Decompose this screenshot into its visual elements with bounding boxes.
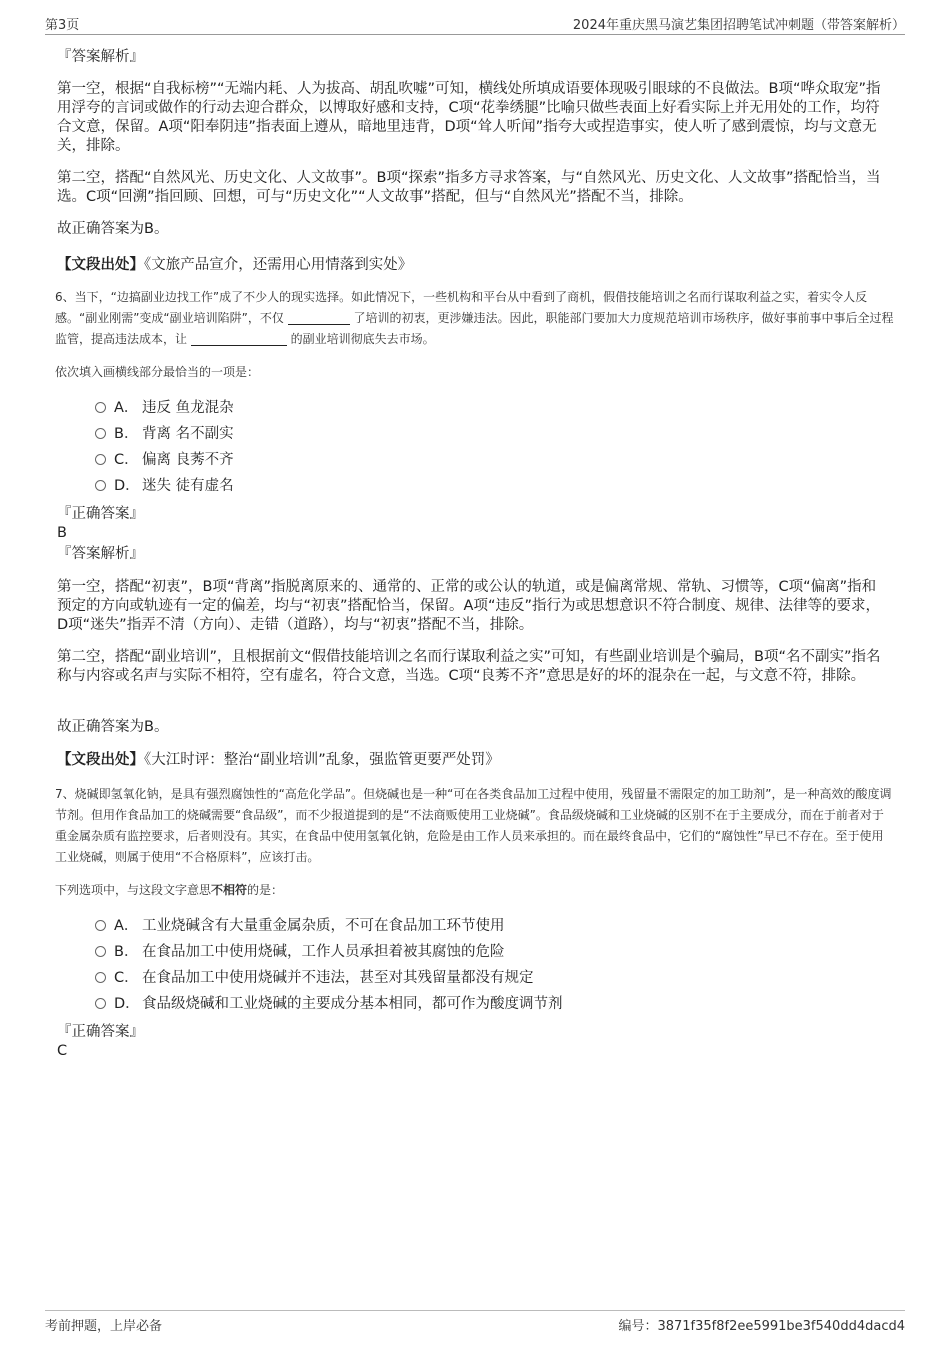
q7-prompt: 下列选项中，与这段文字意思不相符的是：: [55, 883, 284, 897]
q6-text-a: 6、当下，“边搞副业边找工作”成了不少人的现实选择。如此情况下，一些机构和平台从中看到了商机，假借技能培训之名而行谋取利益之实，着实令人反感。“副业刚需”变成“副业培训陷阱”，不仅: [55, 290, 868, 325]
q7-option-b[interactable]: B． 在食品加工中使用烧碱，工作人员承担着被其腐蚀的危险: [95, 942, 505, 962]
q6-blank-2: [191, 332, 287, 346]
page-header: [45, 14, 905, 35]
q6-analysis-p2: 第二空，搭配“副业培训”，且根据前文“假借技能培训之名而行谋取利益之实”可知，有些副业培训是个骗局，B项“名不副实”指名称与内容或名声与实际不相符，空有虚名，符合文意，当选。C项“良莠不齐”意思是好的坏的混杂在一起，与文意不符，排除。: [57, 649, 881, 684]
q6-text-b: 了培训的初衷，更涉嫌违法。因此，职能部门要加大力度规范培训市场秩序，做好事前事中事后全过程监管，提高违法成本，让: [55, 311, 894, 346]
q7-answer: C: [57, 1043, 68, 1059]
radio-icon[interactable]: [95, 946, 106, 957]
q6-answer-label: 『正确答案』: [57, 506, 144, 522]
document-id: 编号：3871f35f8f2ee5991be3f540dd4dacd4: [618, 1319, 905, 1334]
q6-stem: [55, 287, 895, 350]
q6-text-c: 的副业培训彻底失去市场。: [290, 332, 435, 346]
q6-analysis-label: 『答案解析』: [57, 546, 144, 562]
q5-analysis-p1: 第一空，根据“自我标榜”“无端内耗、人为拔高、胡乱吹嘘”可知，横线处所填成语要体现吸引眼球的不良做法。B项“哗众取宠”指用浮夸的言词或做作的行动去迎合群众，以博取好感和支持，C项“花拳绣腿”比喻只做些表面上好看实际上并无用处的工作，均符合文意，保留。A项“阳奉阴违”指表面上遵从，暗地里违背，D项“耸人听闻”指夸大或捏造事实，使人听了感到震惊，均与文意无关，排除。: [57, 81, 881, 154]
q5-source-title: 《文旅产品宣介，还需用心用情落到实处》: [144, 257, 413, 273]
radio-icon[interactable]: [95, 454, 106, 465]
q6-blank-1: [288, 311, 350, 325]
q5-source: [57, 256, 890, 275]
q5-analysis-p2: 第二空，搭配“自然风光、历史文化、人文故事”。B项“探索”指多方寻求答案，与“自然风光、历史文化、人文故事”搭配恰当，当选。C项“回溯”指回顾、回想，可与“历史文化”“人文故事”搭配，但与“自然风光”搭配不当，排除。: [57, 170, 881, 205]
q6-option-a[interactable]: A． 违反 鱼龙混杂: [95, 398, 234, 418]
radio-icon[interactable]: [95, 402, 106, 413]
footer-slogan: 考前押题，上岸必备: [45, 1319, 163, 1334]
q6-source: [57, 751, 890, 770]
q7-option-d[interactable]: D． 食品级烧碱和工业烧碱的主要成分基本相同，都可作为酸度调节剂: [95, 994, 563, 1014]
page-number: 第3页: [45, 18, 80, 33]
radio-icon[interactable]: [95, 428, 106, 439]
q6-option-b[interactable]: B． 背离 名不副实: [95, 424, 234, 444]
q6-source-label: 【文段出处】: [57, 752, 144, 768]
radio-icon[interactable]: [95, 480, 106, 491]
q7-option-a[interactable]: A． 工业烧碱含有大量重金属杂质，不可在食品加工环节使用: [95, 916, 505, 936]
q6-analysis-p1: 第一空，搭配“初衷”，B项“背离”指脱离原来的、通常的、正常的或公认的轨道，或是偏离常规、常轨、习惯等，C项“偏离”指和预定的方向或轨迹有一定的偏差，均与“初衷”搭配恰当，保留。A项“违反”指行为或思想意识不符合制度、规律、法律等的要求，D项“迷失”指弄不清（方向）、走错（道路），均与“初衷”搭配不当，排除。: [57, 579, 880, 633]
document-title: 2024年重庆黑马演艺集团招聘笔试冲刺题（带答案解析）: [572, 18, 905, 33]
q5-conclusion: 故正确答案为B。: [57, 221, 169, 237]
q5-analysis-label: 『答案解析』: [57, 49, 144, 65]
radio-icon[interactable]: [95, 972, 106, 983]
q6-option-c[interactable]: C． 偏离 良莠不齐: [95, 450, 234, 470]
q7-stem: 7、烧碱即氢氧化钠，是具有强烈腐蚀性的“高危化学品”。但烧碱也是一种“可在各类食品加工过程中使用，残留量不需限定的加工助剂”，是一种高效的酸度调节剂。但用作食品加工的烧碱需要“食品级”，而不少报道提到的是“不法商贩使用工业烧碱”。食品级烧碱和工业烧碱的区别不在于主要成分，而在于前者对于重金属杂质有监控要求，后者则没有。其实，在食品中使用氢氧化钠，危险是由工作人员来承担的。而在最终食品中，它们的“腐蚀性”早已不存在。至于使用工业烧碱，则属于使用“不合格原料”，应该打击。: [55, 787, 892, 864]
q7-option-c[interactable]: C． 在食品加工中使用烧碱并不违法，甚至对其残留量都没有规定: [95, 968, 534, 988]
q7-answer-label: 『正确答案』: [57, 1024, 144, 1040]
radio-icon[interactable]: [95, 920, 106, 931]
q5-source-label: 【文段出处】: [57, 257, 144, 273]
q6-answer: B: [57, 525, 67, 541]
q6-conclusion: 故正确答案为B。: [57, 719, 169, 735]
page-footer: [45, 1310, 905, 1334]
radio-icon[interactable]: [95, 998, 106, 1009]
q6-option-d[interactable]: D． 迷失 徒有虚名: [95, 476, 234, 496]
q6-prompt: 依次填入画横线部分最恰当的一项是：: [55, 365, 260, 379]
q6-source-title: 《大江时评：整治“副业培训”乱象，强监管更要严处罚》: [144, 752, 500, 768]
q7-prompt-emphasis: 不相符: [211, 883, 248, 897]
